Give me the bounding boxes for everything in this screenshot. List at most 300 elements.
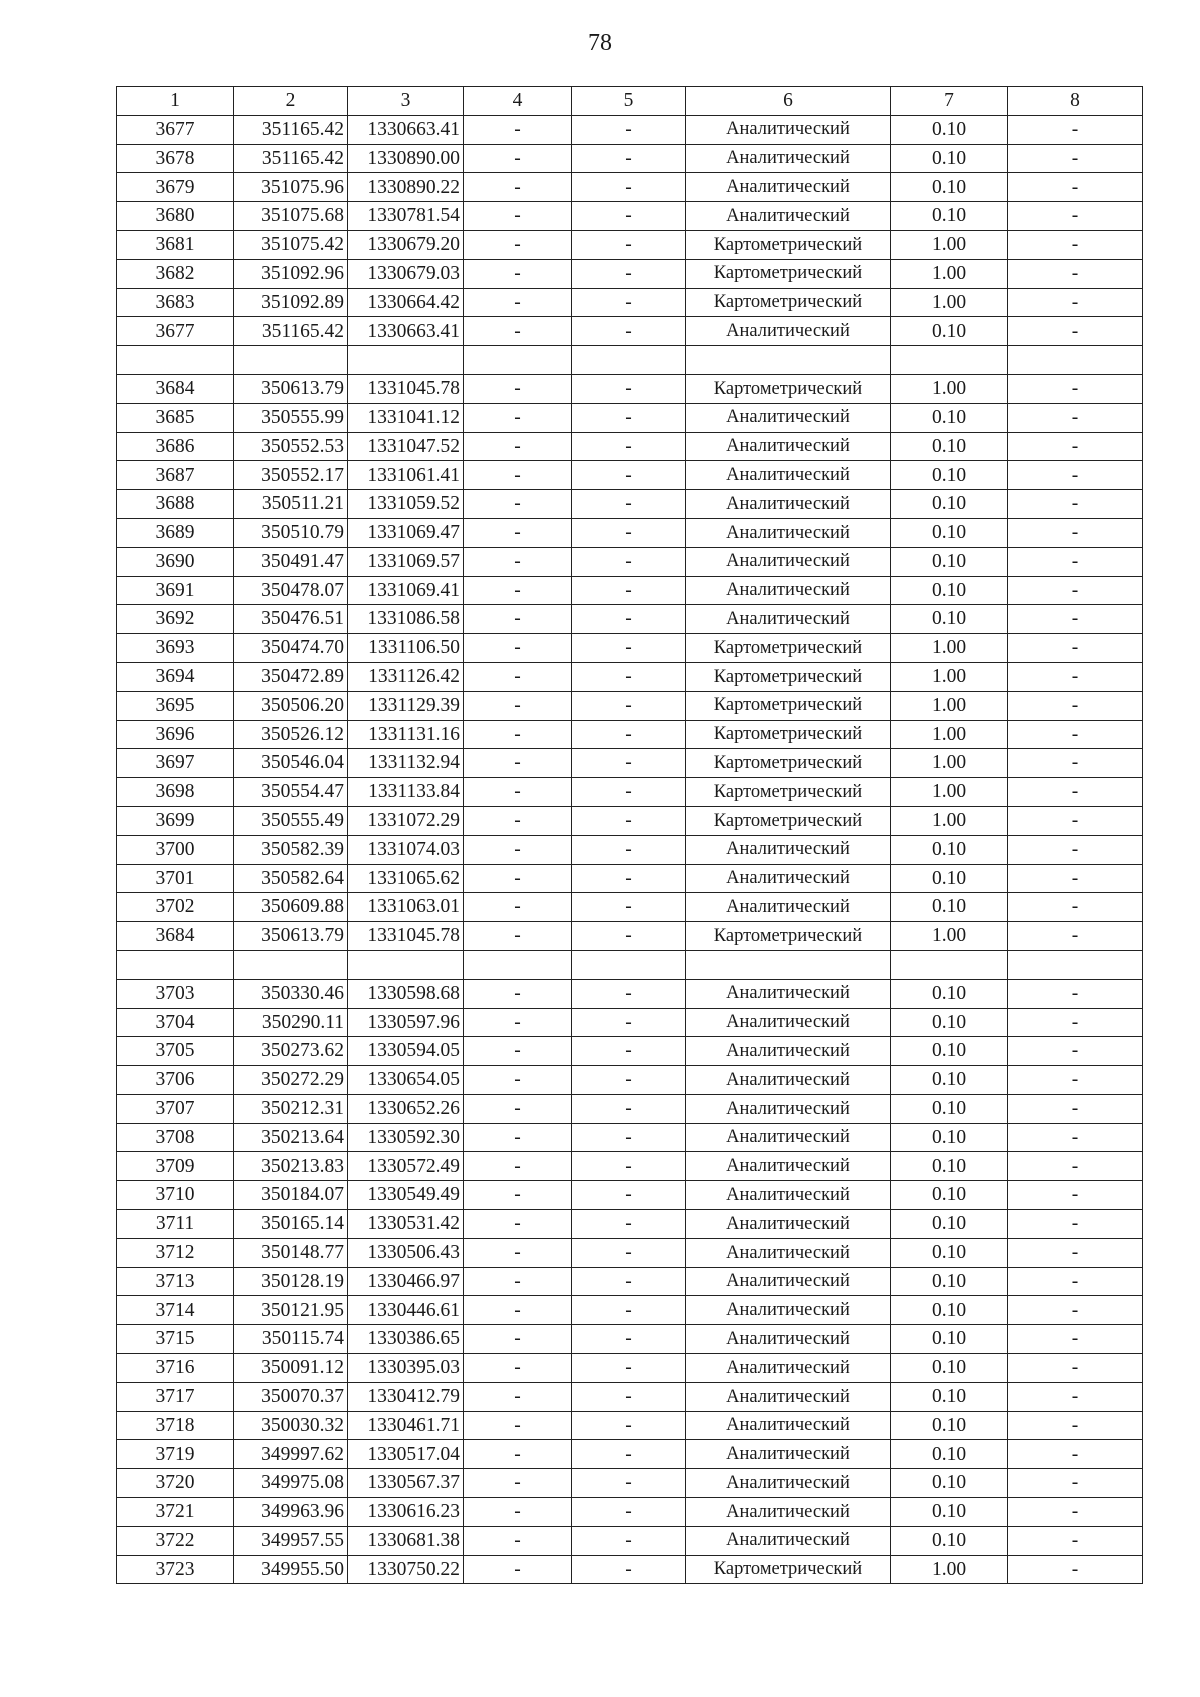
cell-method: Картометрический: [686, 634, 891, 663]
cell-point-number: 3714: [117, 1296, 234, 1325]
cell-col-8-value: -: [1008, 259, 1143, 288]
table-row: [117, 1411, 1143, 1440]
cell-accuracy: 0.10: [891, 979, 1008, 1008]
cell-accuracy: 0.10: [891, 547, 1008, 576]
column-header-6: 6: [686, 87, 891, 116]
cell-col-5-value: -: [572, 1440, 686, 1469]
cell-col-8-value: -: [1008, 432, 1143, 461]
table-row: [117, 1354, 1143, 1383]
cell-col-4-value: -: [464, 1469, 572, 1498]
cell-col-8-value: -: [1008, 806, 1143, 835]
cell-accuracy: 0.10: [891, 835, 1008, 864]
cell-point-number: 3680: [117, 202, 234, 231]
table-row: [117, 1094, 1143, 1123]
cell-col-4-value: -: [464, 1354, 572, 1383]
cell-x-coordinate: 350184.07: [234, 1181, 348, 1210]
table-row: [117, 1066, 1143, 1095]
cell-y-coordinate: 1331069.47: [348, 518, 464, 547]
cell-y-coordinate: 1331045.78: [348, 922, 464, 951]
cell-col-8-value: -: [1008, 893, 1143, 922]
table-row: [117, 1526, 1143, 1555]
table-row: [117, 893, 1143, 922]
cell-y-coordinate: 1330572.49: [348, 1152, 464, 1181]
cell-x-coordinate: 350510.79: [234, 518, 348, 547]
table-row: [117, 1267, 1143, 1296]
cell-point-number: 3720: [117, 1469, 234, 1498]
cell-col-5-value: -: [572, 1238, 686, 1267]
cell-point-number: 3687: [117, 461, 234, 490]
cell-col-4-value: -: [464, 547, 572, 576]
cell-accuracy: 1.00: [891, 778, 1008, 807]
cell-accuracy: 1.00: [891, 720, 1008, 749]
cell-col-4-value: -: [464, 1008, 572, 1037]
table-row: [117, 720, 1143, 749]
cell-col-5-value: -: [572, 115, 686, 144]
cell-col-5-value: -: [572, 634, 686, 663]
cell-y-coordinate: 1331045.78: [348, 374, 464, 403]
table-row: [117, 115, 1143, 144]
cell-method: Аналитический: [686, 1181, 891, 1210]
cell-col-5-value: -: [572, 1210, 686, 1239]
table-header-row: [117, 87, 1143, 116]
cell-col-8-value: -: [1008, 202, 1143, 231]
cell-col-5-value: -: [572, 1181, 686, 1210]
cell-col-4-value: -: [464, 518, 572, 547]
table-row: [117, 518, 1143, 547]
cell-x-coordinate: 350128.19: [234, 1267, 348, 1296]
cell-x-coordinate: 350552.17: [234, 461, 348, 490]
cell-col-8-value: -: [1008, 490, 1143, 519]
cell-x-coordinate: 351075.42: [234, 230, 348, 259]
cell-method: Картометрический: [686, 1555, 891, 1584]
cell-col-4-value: -: [464, 979, 572, 1008]
cell-col-8-value: -: [1008, 1152, 1143, 1181]
column-header-3: 3: [348, 87, 464, 116]
cell-col-4-value: -: [464, 1440, 572, 1469]
cell-method: Аналитический: [686, 518, 891, 547]
table-row: [117, 1325, 1143, 1354]
cell-col-4-value: -: [464, 1094, 572, 1123]
cell-col-5-value: -: [572, 979, 686, 1008]
table-body: [117, 115, 1143, 1584]
cell-point-number: 3695: [117, 691, 234, 720]
cell-col-5-value: -: [572, 1325, 686, 1354]
cell-point-number: 3713: [117, 1267, 234, 1296]
cell-col-8-value: -: [1008, 1181, 1143, 1210]
cell-accuracy: 0.10: [891, 432, 1008, 461]
cell-method: Картометрический: [686, 691, 891, 720]
cell-col-8-value: -: [1008, 1037, 1143, 1066]
cell-y-coordinate: 1330446.61: [348, 1296, 464, 1325]
table-row: [117, 259, 1143, 288]
cell-accuracy: 0.10: [891, 1440, 1008, 1469]
cell-y-coordinate: 1331059.52: [348, 490, 464, 519]
cell-accuracy: 0.10: [891, 1469, 1008, 1498]
column-header-7: 7: [891, 87, 1008, 116]
cell-accuracy: 0.10: [891, 461, 1008, 490]
cell-col-5-value: -: [572, 202, 686, 231]
cell-accuracy: 0.10: [891, 1354, 1008, 1383]
cell-y-coordinate: 1330517.04: [348, 1440, 464, 1469]
cell-col-8-value: -: [1008, 1382, 1143, 1411]
cell-accuracy: 1.00: [891, 374, 1008, 403]
cell-x-coordinate: 350476.51: [234, 605, 348, 634]
cell-col-4-value: -: [464, 317, 572, 346]
cell-col-4-value: -: [464, 173, 572, 202]
cell-col-4-value: -: [464, 806, 572, 835]
cell-accuracy: 1.00: [891, 634, 1008, 663]
cell-col-5-value: -: [572, 778, 686, 807]
cell-col-5-value: -: [572, 1066, 686, 1095]
cell-col-4-value: -: [464, 835, 572, 864]
cell-col-4-value: -: [464, 1238, 572, 1267]
cell-col-5-value: -: [572, 806, 686, 835]
cell-point-number: 3712: [117, 1238, 234, 1267]
cell-method: Аналитический: [686, 1526, 891, 1555]
cell-col-8-value: -: [1008, 173, 1143, 202]
cell-point-number: [117, 346, 234, 375]
cell-col-4-value: -: [464, 634, 572, 663]
cell-accuracy: 0.10: [891, 605, 1008, 634]
table-row: [117, 317, 1143, 346]
cell-col-4-value: -: [464, 893, 572, 922]
cell-y-coordinate: 1330781.54: [348, 202, 464, 231]
table-row: [117, 230, 1143, 259]
cell-method: Аналитический: [686, 1382, 891, 1411]
cell-x-coordinate: 350165.14: [234, 1210, 348, 1239]
table-row: [117, 490, 1143, 519]
cell-accuracy: 0.10: [891, 1296, 1008, 1325]
cell-method: Аналитический: [686, 461, 891, 490]
cell-point-number: 3707: [117, 1094, 234, 1123]
cell-x-coordinate: 350121.95: [234, 1296, 348, 1325]
cell-y-coordinate: 1331126.42: [348, 662, 464, 691]
cell-method: Аналитический: [686, 1411, 891, 1440]
cell-point-number: 3700: [117, 835, 234, 864]
cell-y-coordinate: 1330681.38: [348, 1526, 464, 1555]
cell-col-4-value: -: [464, 1123, 572, 1152]
cell-col-8-value: -: [1008, 1325, 1143, 1354]
cell-col-5-value: -: [572, 490, 686, 519]
cell-method: Аналитический: [686, 1210, 891, 1239]
cell-col-8-value: -: [1008, 778, 1143, 807]
cell-x-coordinate: 350272.29: [234, 1066, 348, 1095]
cell-col-5-value: [572, 950, 686, 979]
cell-point-number: 3688: [117, 490, 234, 519]
cell-y-coordinate: 1331131.16: [348, 720, 464, 749]
cell-col-5-value: -: [572, 1296, 686, 1325]
cell-y-coordinate: 1330679.03: [348, 259, 464, 288]
cell-x-coordinate: 349957.55: [234, 1526, 348, 1555]
cell-point-number: 3684: [117, 922, 234, 951]
cell-col-5-value: -: [572, 835, 686, 864]
cell-method: Аналитический: [686, 115, 891, 144]
cell-y-coordinate: 1330890.00: [348, 144, 464, 173]
table-row: [117, 806, 1143, 835]
cell-col-5-value: -: [572, 922, 686, 951]
cell-point-number: 3704: [117, 1008, 234, 1037]
cell-accuracy: 0.10: [891, 317, 1008, 346]
cell-y-coordinate: 1330592.30: [348, 1123, 464, 1152]
cell-method: Картометрический: [686, 749, 891, 778]
cell-point-number: 3709: [117, 1152, 234, 1181]
cell-accuracy: 0.10: [891, 1037, 1008, 1066]
cell-accuracy: 0.10: [891, 1498, 1008, 1527]
table-row: [117, 1210, 1143, 1239]
table-row: [117, 662, 1143, 691]
cell-col-5-value: -: [572, 1037, 686, 1066]
cell-x-coordinate: 350511.21: [234, 490, 348, 519]
cell-y-coordinate: 1330654.05: [348, 1066, 464, 1095]
column-header-2: 2: [234, 87, 348, 116]
cell-x-coordinate: 350613.79: [234, 922, 348, 951]
table-row: [117, 1555, 1143, 1584]
cell-col-5-value: -: [572, 1469, 686, 1498]
cell-y-coordinate: 1331069.57: [348, 547, 464, 576]
cell-col-5-value: -: [572, 461, 686, 490]
table-row: [117, 1296, 1143, 1325]
cell-col-5-value: -: [572, 1498, 686, 1527]
cell-col-8-value: -: [1008, 1210, 1143, 1239]
cell-point-number: 3699: [117, 806, 234, 835]
table-row: [117, 835, 1143, 864]
cell-point-number: 3722: [117, 1526, 234, 1555]
cell-col-5-value: -: [572, 662, 686, 691]
cell-method: Картометрический: [686, 806, 891, 835]
cell-y-coordinate: 1330466.97: [348, 1267, 464, 1296]
cell-x-coordinate: 350091.12: [234, 1354, 348, 1383]
cell-point-number: 3686: [117, 432, 234, 461]
cell-method: Картометрический: [686, 374, 891, 403]
cell-y-coordinate: 1330663.41: [348, 115, 464, 144]
cell-y-coordinate: 1331041.12: [348, 403, 464, 432]
cell-col-4-value: -: [464, 576, 572, 605]
cell-accuracy: 0.10: [891, 1238, 1008, 1267]
table-row: [117, 1382, 1143, 1411]
cell-col-5-value: -: [572, 230, 686, 259]
cell-col-4-value: -: [464, 864, 572, 893]
cell-col-8-value: -: [1008, 1066, 1143, 1095]
cell-col-8-value: -: [1008, 634, 1143, 663]
cell-y-coordinate: 1330664.42: [348, 288, 464, 317]
cell-point-number: 3718: [117, 1411, 234, 1440]
cell-accuracy: 0.10: [891, 1008, 1008, 1037]
cell-x-coordinate: [234, 346, 348, 375]
cell-col-5-value: -: [572, 1526, 686, 1555]
cell-method: Аналитический: [686, 1037, 891, 1066]
cell-col-8-value: -: [1008, 1526, 1143, 1555]
cell-col-5-value: -: [572, 144, 686, 173]
cell-y-coordinate: 1330890.22: [348, 173, 464, 202]
cell-method: Аналитический: [686, 1094, 891, 1123]
cell-point-number: 3710: [117, 1181, 234, 1210]
cell-point-number: 3690: [117, 547, 234, 576]
cell-col-8-value: -: [1008, 576, 1143, 605]
cell-accuracy: 0.10: [891, 1123, 1008, 1152]
table-row: [117, 202, 1143, 231]
cell-method: [686, 950, 891, 979]
table-row: [117, 1037, 1143, 1066]
cell-point-number: 3723: [117, 1555, 234, 1584]
cell-accuracy: 1.00: [891, 259, 1008, 288]
cell-method: Аналитический: [686, 403, 891, 432]
cell-col-5-value: -: [572, 317, 686, 346]
cell-col-8-value: -: [1008, 979, 1143, 1008]
cell-point-number: 3693: [117, 634, 234, 663]
cell-x-coordinate: 350212.31: [234, 1094, 348, 1123]
cell-col-8-value: -: [1008, 1498, 1143, 1527]
cell-accuracy: 0.10: [891, 893, 1008, 922]
cell-x-coordinate: 350148.77: [234, 1238, 348, 1267]
cell-accuracy: 0.10: [891, 518, 1008, 547]
cell-y-coordinate: 1330549.49: [348, 1181, 464, 1210]
cell-accuracy: 0.10: [891, 576, 1008, 605]
cell-point-number: 3715: [117, 1325, 234, 1354]
cell-col-5-value: -: [572, 288, 686, 317]
cell-accuracy: [891, 346, 1008, 375]
cell-y-coordinate: 1331065.62: [348, 864, 464, 893]
cell-x-coordinate: [234, 950, 348, 979]
cell-accuracy: 1.00: [891, 230, 1008, 259]
cell-method: Аналитический: [686, 1267, 891, 1296]
cell-col-8-value: -: [1008, 1094, 1143, 1123]
cell-method: Аналитический: [686, 1066, 891, 1095]
table-row: [117, 922, 1143, 951]
cell-x-coordinate: 351165.42: [234, 115, 348, 144]
cell-col-4-value: [464, 950, 572, 979]
cell-accuracy: 0.10: [891, 1267, 1008, 1296]
cell-y-coordinate: 1330594.05: [348, 1037, 464, 1066]
cell-col-5-value: -: [572, 547, 686, 576]
page-number: 78: [588, 30, 612, 56]
cell-method: Картометрический: [686, 778, 891, 807]
cell-col-5-value: -: [572, 749, 686, 778]
cell-accuracy: 1.00: [891, 922, 1008, 951]
cell-accuracy: 0.10: [891, 1411, 1008, 1440]
column-header-5: 5: [572, 87, 686, 116]
cell-col-8-value: -: [1008, 691, 1143, 720]
table-row: [117, 144, 1143, 173]
cell-x-coordinate: 350330.46: [234, 979, 348, 1008]
cell-y-coordinate: [348, 346, 464, 375]
cell-point-number: 3691: [117, 576, 234, 605]
cell-y-coordinate: 1330461.71: [348, 1411, 464, 1440]
cell-col-8-value: -: [1008, 720, 1143, 749]
cell-col-4-value: -: [464, 1498, 572, 1527]
table-row: [117, 950, 1143, 979]
cell-x-coordinate: 351092.89: [234, 288, 348, 317]
cell-col-5-value: -: [572, 864, 686, 893]
cell-accuracy: 1.00: [891, 662, 1008, 691]
cell-method: Картометрический: [686, 288, 891, 317]
cell-y-coordinate: 1331086.58: [348, 605, 464, 634]
cell-col-8-value: -: [1008, 1469, 1143, 1498]
cell-y-coordinate: 1330567.37: [348, 1469, 464, 1498]
cell-col-8-value: -: [1008, 605, 1143, 634]
table-row: [117, 1440, 1143, 1469]
cell-x-coordinate: 350613.79: [234, 374, 348, 403]
cell-accuracy: 0.10: [891, 202, 1008, 231]
cell-col-4-value: -: [464, 144, 572, 173]
cell-col-5-value: -: [572, 403, 686, 432]
table-row: [117, 1152, 1143, 1181]
cell-col-5-value: -: [572, 893, 686, 922]
cell-point-number: 3689: [117, 518, 234, 547]
cell-y-coordinate: 1330531.42: [348, 1210, 464, 1239]
cell-point-number: [117, 950, 234, 979]
cell-col-8-value: -: [1008, 317, 1143, 346]
cell-point-number: 3684: [117, 374, 234, 403]
cell-col-5-value: -: [572, 432, 686, 461]
cell-col-8-value: -: [1008, 1296, 1143, 1325]
cell-col-8-value: -: [1008, 1008, 1143, 1037]
cell-method: Аналитический: [686, 835, 891, 864]
cell-x-coordinate: 350290.11: [234, 1008, 348, 1037]
cell-col-8-value: -: [1008, 547, 1143, 576]
cell-col-4-value: -: [464, 662, 572, 691]
cell-accuracy: 1.00: [891, 691, 1008, 720]
cell-point-number: 3717: [117, 1382, 234, 1411]
cell-col-8-value: -: [1008, 922, 1143, 951]
cell-col-8-value: -: [1008, 374, 1143, 403]
cell-point-number: 3702: [117, 893, 234, 922]
cell-y-coordinate: 1330652.26: [348, 1094, 464, 1123]
cell-col-4-value: -: [464, 259, 572, 288]
cell-col-8-value: -: [1008, 864, 1143, 893]
cell-method: Аналитический: [686, 864, 891, 893]
table-row: [117, 346, 1143, 375]
cell-col-8-value: -: [1008, 403, 1143, 432]
cell-method: Аналитический: [686, 547, 891, 576]
cell-x-coordinate: 350506.20: [234, 691, 348, 720]
cell-point-number: 3692: [117, 605, 234, 634]
cell-y-coordinate: 1331063.01: [348, 893, 464, 922]
table-row: [117, 1498, 1143, 1527]
cell-y-coordinate: 1330750.22: [348, 1555, 464, 1584]
cell-point-number: 3678: [117, 144, 234, 173]
cell-col-5-value: -: [572, 518, 686, 547]
cell-accuracy: [891, 950, 1008, 979]
cell-method: Аналитический: [686, 1498, 891, 1527]
cell-accuracy: 1.00: [891, 806, 1008, 835]
cell-method: Аналитический: [686, 576, 891, 605]
cell-method: Аналитический: [686, 317, 891, 346]
cell-col-8-value: -: [1008, 1238, 1143, 1267]
cell-method: Аналитический: [686, 1152, 891, 1181]
cell-accuracy: 0.10: [891, 1181, 1008, 1210]
cell-col-8-value: -: [1008, 1555, 1143, 1584]
cell-x-coordinate: 351075.68: [234, 202, 348, 231]
cell-col-5-value: -: [572, 1354, 686, 1383]
cell-point-number: 3682: [117, 259, 234, 288]
cell-method: Аналитический: [686, 1008, 891, 1037]
cell-method: Аналитический: [686, 173, 891, 202]
cell-col-8-value: -: [1008, 1411, 1143, 1440]
table-row: [117, 461, 1143, 490]
cell-method: Аналитический: [686, 1296, 891, 1325]
cell-point-number: 3681: [117, 230, 234, 259]
cell-col-8-value: -: [1008, 1267, 1143, 1296]
cell-x-coordinate: 350030.32: [234, 1411, 348, 1440]
cell-col-4-value: -: [464, 1411, 572, 1440]
cell-col-8-value: -: [1008, 749, 1143, 778]
cell-col-5-value: -: [572, 1382, 686, 1411]
cell-col-5-value: -: [572, 1152, 686, 1181]
cell-accuracy: 0.10: [891, 144, 1008, 173]
cell-method: Картометрический: [686, 259, 891, 288]
table-row: [117, 1469, 1143, 1498]
cell-method: Аналитический: [686, 1238, 891, 1267]
